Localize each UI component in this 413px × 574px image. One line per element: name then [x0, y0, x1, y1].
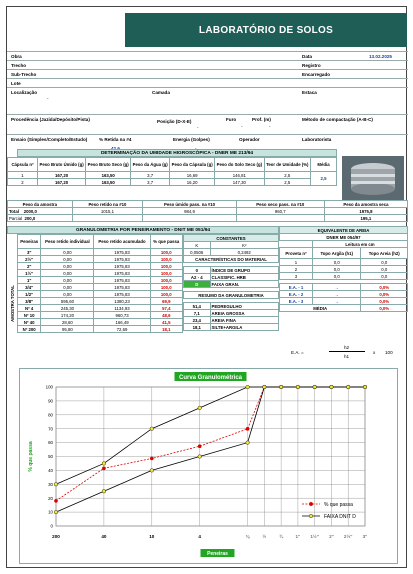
cell: 100,0: [150, 249, 182, 256]
legend-marker: [309, 502, 313, 506]
cell: 100,0: [150, 263, 182, 270]
cell: 167,20: [38, 179, 86, 186]
cell: 1975,83: [94, 256, 150, 263]
formula-x: x: [373, 350, 376, 355]
sieve-label: 2": [18, 263, 41, 270]
sieve-label: 3/4": [18, 284, 41, 291]
info-row-subtrecho: [7, 69, 408, 78]
cell: 3,7: [131, 179, 170, 186]
total-value: 2000,0: [23, 208, 37, 214]
col-bruto-umido: Peso Bruto Úmido (g): [38, 158, 86, 172]
company-logo: [13, 17, 103, 47]
localizacao-value: -: [47, 96, 49, 101]
data-point: [102, 467, 106, 471]
data-point: [279, 385, 283, 389]
x-tick-label: 1½": [310, 534, 319, 539]
table-row: [184, 267, 279, 274]
furo-value: -: [241, 124, 243, 129]
table-row: [18, 312, 183, 319]
y-tick-label: 80: [48, 412, 53, 418]
sieve-label: Nº 40: [18, 319, 41, 326]
data-point: [313, 385, 317, 389]
table-row: [8, 208, 408, 215]
procedencia-label: Procedência (Jazida/Depósito/Pista): [11, 117, 90, 122]
table-row: [18, 263, 183, 270]
x-tick-label: 40: [101, 534, 107, 539]
k-label: K: [184, 242, 211, 249]
sieve-label: 1/2": [18, 291, 41, 298]
ea-label: E.A. - 2: [280, 291, 313, 298]
table-row: [184, 281, 279, 288]
ea-label: E.A. - 1: [280, 284, 313, 291]
arrow-icon: →: [313, 298, 361, 305]
posicao-label: Posição (D-X-E): [157, 119, 192, 124]
info-row-obra: [7, 51, 408, 60]
estaca-label: Estaca: [302, 90, 317, 95]
constantes-title: CONSTANTES: [184, 235, 279, 242]
resumo-value: 23,4: [184, 317, 211, 324]
cell: 1975,83: [94, 263, 150, 270]
cell: 69,9: [150, 298, 182, 305]
cell: [8, 215, 73, 222]
col-agua: Peso da Água (g): [131, 158, 170, 172]
cell: 147,30: [215, 179, 264, 186]
x-tick-label: 2½": [343, 534, 353, 539]
col-capsula-peso: Peso da Cápsula (g): [170, 158, 215, 172]
y-tick-label: 50: [48, 454, 53, 460]
cell: 0,00: [41, 277, 94, 284]
retida4-label: % Retida na #4: [99, 137, 132, 142]
cell: 984,9: [143, 208, 236, 215]
cell: 1015,1: [72, 208, 143, 215]
obra-label: Obra: [11, 54, 22, 59]
formula-ea: E.A. =: [291, 350, 304, 355]
amostra-total-side: [8, 267, 16, 339]
cell: 163,50: [86, 179, 131, 186]
x-tick-label: ½: [262, 534, 267, 539]
resumo-value: 18,1: [184, 324, 211, 331]
indice-value: 0: [184, 267, 211, 274]
table-row: [280, 273, 408, 280]
formula-h2: h2: [344, 345, 350, 350]
areia-title: EQUIVALENTE DE AREIA: [280, 227, 408, 234]
table-row: [280, 227, 408, 234]
table-row: [18, 270, 183, 277]
col-topo-areia: Topo Areia (h2): [361, 248, 408, 259]
cell: 2,5: [264, 172, 310, 179]
furo-label: Furo: [226, 117, 237, 122]
cell: 245,30: [41, 305, 94, 312]
legend-marker: [309, 514, 313, 518]
y-tick-label: 70: [48, 426, 53, 432]
table-row: [280, 291, 408, 298]
ea-formula: [289, 343, 407, 361]
cell: 0,00: [41, 263, 94, 270]
resumo-label: AREIA FINA: [210, 317, 278, 324]
data-point: [198, 406, 202, 410]
cell: 1: [280, 259, 313, 266]
k-value: 0,0506: [184, 249, 211, 256]
laboratorista-label: Laboratorista: [302, 137, 332, 142]
cell: 100,0: [150, 284, 182, 291]
gran-header-row: [18, 235, 183, 249]
curva-chart: [20, 369, 397, 563]
cell: 72,69: [94, 326, 150, 333]
cell: 1975,83: [94, 270, 150, 277]
parcial-label: Parcial: [9, 215, 23, 221]
table-row: [280, 266, 408, 273]
report-sheet: [6, 6, 407, 568]
cell: 3: [280, 273, 313, 280]
cell: 167,20: [38, 172, 86, 179]
data-point: [246, 441, 250, 445]
cell: [72, 215, 143, 222]
amostra-header-row: [8, 201, 408, 208]
y-tick-label: 0: [50, 523, 53, 529]
table-row: [280, 298, 408, 305]
total-label: Total: [9, 208, 19, 214]
subtrecho-label: Sub-Trecho: [11, 72, 37, 77]
data-point: [198, 455, 202, 459]
col-capsula: Cápsula nº: [8, 158, 38, 172]
cell: 100,0: [150, 256, 182, 263]
cell: 1: [8, 172, 38, 179]
camada-label: Camada: [152, 90, 170, 95]
ea-value: 0,0%: [361, 298, 408, 305]
resumo-label: SILTE+ARGILA: [210, 324, 278, 331]
posicao-value: -: [197, 125, 199, 130]
cell: 16,20: [170, 179, 215, 186]
y-tick-label: 90: [48, 398, 53, 404]
y-tick-label: 100: [45, 384, 53, 390]
cell: 57,4: [150, 305, 182, 312]
umidade-title: DETERMINAÇÃO DA UMIDADE HIGROSCÓPICA - DNER ME 213/94: [17, 149, 337, 157]
cell: 195,1: [324, 215, 407, 222]
cell: 1975,83: [94, 291, 150, 298]
localizacao-label: Localização: [11, 90, 38, 95]
chart-title: Curva Granulométrica: [178, 375, 243, 381]
col-retido-acumulado: Peso retido acumulado: [94, 235, 150, 249]
media-value: 2,5: [311, 172, 337, 186]
col-retido-individual: Peso retido individual: [41, 235, 94, 249]
cell: 146,81: [215, 172, 264, 179]
table-row: [184, 317, 279, 324]
info-row-lote: [7, 78, 408, 87]
data-point: [150, 469, 154, 473]
cell: 0,00: [41, 270, 94, 277]
table-row: [18, 291, 183, 298]
sieve-label: 2½": [18, 256, 41, 263]
cell: 0,0: [361, 259, 408, 266]
x-tick-label: 200: [52, 534, 60, 539]
data-point: [363, 385, 367, 389]
col-bruto-seco: Peso Bruto Seco (g): [86, 158, 131, 172]
table-row: [18, 319, 183, 326]
parcial-value: 200,0: [24, 215, 36, 221]
sieve-label: Nº 200: [18, 326, 41, 333]
sieve-label: Nº 4: [18, 305, 41, 312]
data-point: [346, 385, 350, 389]
classif-value: A2 - 4: [184, 274, 211, 281]
resumo-label: AREIA GROSSA: [210, 310, 278, 317]
cell: 960,7: [236, 208, 324, 215]
col-topo-argila: Topo Argila (h1): [313, 248, 361, 259]
arrow-icon: →: [313, 291, 361, 298]
formula-divider: [329, 351, 365, 352]
info-row-procedencia: [7, 114, 408, 130]
cell: 0,00: [41, 249, 94, 256]
umidade-header-row: [8, 158, 337, 172]
granulometria-title: GRANULOMETRIA POR PENEIRAMENTO - DNIT ME 051/94: [7, 226, 279, 234]
sieve-label: 1½": [18, 270, 41, 277]
energia-label: Energia (Golpes): [173, 137, 210, 142]
data-point: [54, 510, 58, 514]
amostra-table: [7, 200, 408, 222]
sample-photo: [342, 156, 404, 200]
areia-table: [279, 226, 408, 312]
classif-label: CLASSIFIC. HRB: [210, 274, 278, 281]
y-tick-label: 10: [48, 509, 53, 515]
ea-value: 0,0%: [361, 284, 408, 291]
cell: [143, 215, 236, 222]
cell: 0,00: [41, 256, 94, 263]
constantes-table: [183, 234, 279, 331]
cell: 166,49: [94, 319, 150, 326]
granulometria-table: [17, 234, 183, 333]
cell: 3,7: [131, 172, 170, 179]
sieve-label: 3": [18, 249, 41, 256]
side-label: AMOSTRA TOTAL: [9, 284, 15, 322]
data-point: [54, 483, 58, 487]
cell: 0,00: [41, 291, 94, 298]
page-title: LABORATÓRIO DE SOLOS: [125, 13, 407, 47]
col-peneiras: Peneiras: [18, 235, 41, 249]
constantes-title-row: [184, 235, 279, 242]
operador-label: Operador: [239, 137, 260, 142]
data-point: [150, 457, 154, 461]
cell: 2: [8, 179, 38, 186]
x-tick-label: 10: [149, 534, 155, 539]
prof-value: -: [269, 124, 271, 129]
table-row: [18, 305, 183, 312]
table-row: [280, 305, 408, 312]
table-row: [18, 249, 183, 256]
table-row: [184, 256, 279, 263]
ea-label: E.A. - 3: [280, 298, 313, 305]
x-tick-label: 1": [295, 534, 301, 539]
cell: 100,0: [150, 291, 182, 298]
col-proveta: Proveta nº: [280, 248, 313, 259]
cell: 0,0: [313, 273, 361, 280]
table-row: [8, 179, 337, 186]
ea-value: 0,0%: [361, 291, 408, 298]
spacer: [280, 241, 313, 248]
k2-value: 0,2492: [210, 249, 278, 256]
faixa-value: D: [184, 281, 211, 288]
data-point: [150, 427, 154, 431]
y-axis-label: % que passa: [28, 441, 34, 472]
indice-label: ÍNDICE DE GRUPO: [210, 267, 278, 274]
cell: [236, 215, 324, 222]
media-value: 0,0%: [361, 305, 408, 312]
sieve-label: 3/8": [18, 298, 41, 305]
x-tick-label: ⅜: [245, 534, 250, 539]
data-point: [102, 489, 106, 493]
table-row: [184, 310, 279, 317]
cell: 1975,8: [324, 208, 407, 215]
cell: 0,00: [41, 284, 94, 291]
table-row: [8, 172, 337, 179]
cell: 18,1: [150, 326, 182, 333]
cell: 0,0: [361, 266, 408, 273]
cell: 0,0: [313, 259, 361, 266]
col-media: Média: [311, 158, 337, 172]
curva-chart-box: [19, 368, 398, 564]
arrow-icon: →: [313, 284, 361, 291]
table-row: [280, 284, 408, 291]
data-point: [330, 385, 334, 389]
formula-h1: h1: [344, 354, 350, 359]
metodo-label: Método de compactação (A-B-C): [302, 117, 373, 122]
registro-label: Registro: [302, 63, 321, 68]
cell: 1975,83: [94, 284, 150, 291]
col-umido-10: Peso úmido pass. na #10: [143, 201, 236, 208]
cell: 2: [280, 266, 313, 273]
table-row: [18, 277, 183, 284]
leitura-label: Leitura em cm: [313, 241, 408, 248]
y-tick-label: 20: [48, 495, 53, 501]
cell: 1380,23: [94, 298, 150, 305]
cell: 163,50: [86, 172, 131, 179]
data-value: 13.02.2025: [369, 54, 392, 59]
cell: 1134,93: [94, 305, 150, 312]
x-tick-label: ¾: [279, 534, 284, 539]
table-row: [184, 303, 279, 310]
data-point: [296, 385, 300, 389]
media-label: MÉDIA: [280, 305, 361, 312]
table-row: [18, 256, 183, 263]
table-row: [8, 215, 408, 222]
y-tick-label: 30: [48, 481, 53, 487]
areia-subtitle: DNER ME 054/97: [280, 234, 408, 241]
table-row: [280, 248, 408, 259]
col-solo-seco: Peso do Solo Seco (g): [215, 158, 264, 172]
ensaio-label: Ensaio (Simples/Completo/Estudo): [11, 137, 88, 142]
legend-label: % que passa: [324, 501, 353, 508]
data-point: [263, 385, 267, 389]
data-label: Data: [302, 54, 312, 59]
y-tick-label: 60: [48, 440, 53, 446]
sieve-label: Nº 10: [18, 312, 41, 319]
cell: 28,60: [41, 319, 94, 326]
data-point: [102, 462, 106, 466]
cell: 2,5: [264, 179, 310, 186]
trecho-label: Trecho: [11, 63, 27, 68]
cell: 1975,83: [94, 249, 150, 256]
col-teor: Teor de Umidade (%): [264, 158, 310, 172]
col-seco-10: Peso seco pass. na #10: [236, 201, 324, 208]
col-retido-10: Peso retido na #10: [72, 201, 143, 208]
table-row: [280, 234, 408, 241]
table-row: [280, 259, 408, 266]
cell: 174,20: [41, 312, 94, 319]
legend-label: FAIXA DNIT D: [324, 513, 356, 520]
lote-label: Lote: [11, 81, 21, 86]
faixa-label: FAIXA GRAN.: [210, 281, 278, 288]
x-tick-label: 3": [362, 534, 368, 539]
cell: 0,0: [313, 266, 361, 273]
cell: 100,0: [150, 270, 182, 277]
sieve-label: 1": [18, 277, 41, 284]
info-row-localizacao: [7, 87, 408, 102]
col-que-passa: % que passa: [150, 235, 182, 249]
formula-100: 100: [385, 350, 393, 355]
resumo-value: 51,4: [184, 303, 211, 310]
table-row: [18, 298, 183, 305]
x-tick-label: 2": [329, 534, 334, 539]
k2-label: K²: [210, 242, 278, 249]
x-tick-label: 4: [198, 534, 201, 539]
encarregado-label: Encarregado: [302, 72, 331, 77]
data-point: [198, 444, 202, 448]
col-amostra: Peso da amostra: [8, 201, 73, 208]
cell: 1975,83: [94, 277, 150, 284]
prof-label: Prof. (m): [252, 117, 271, 122]
info-row-trecho: [7, 60, 408, 69]
table-row: [280, 241, 408, 248]
cell: 0,0: [361, 273, 408, 280]
data-point: [54, 499, 58, 503]
y-tick-label: 40: [48, 468, 53, 473]
cell: 48,6: [150, 312, 182, 319]
caract-title: CARACTERÍSTICAS DO MATERIAL: [184, 256, 279, 263]
table-row: [184, 324, 279, 331]
table-row: [184, 249, 279, 256]
cell: [8, 208, 73, 215]
cell: 595,60: [41, 298, 94, 305]
table-row: [18, 284, 183, 291]
cell: 16,69: [170, 172, 215, 179]
table-row: [184, 292, 279, 299]
resumo-value: 7,1: [184, 310, 211, 317]
cell: 960,73: [94, 312, 150, 319]
table-row: [184, 274, 279, 281]
umidade-table: [7, 157, 337, 186]
x-axis-label: Peneiras: [207, 551, 228, 557]
cell: 95,80: [41, 326, 94, 333]
col-amostra-seca: Peso da amostra seca: [324, 201, 407, 208]
data-point: [246, 427, 250, 431]
cell: 41,5: [150, 319, 182, 326]
resumo-title: RESUMO DA GRANULOMETRIA: [184, 292, 279, 299]
data-point: [246, 385, 250, 389]
table-row: [184, 242, 279, 249]
cell: 100,0: [150, 277, 182, 284]
resumo-label: PEDREGULHO: [210, 303, 278, 310]
sieve-image: [342, 156, 404, 200]
table-row: [18, 326, 183, 333]
